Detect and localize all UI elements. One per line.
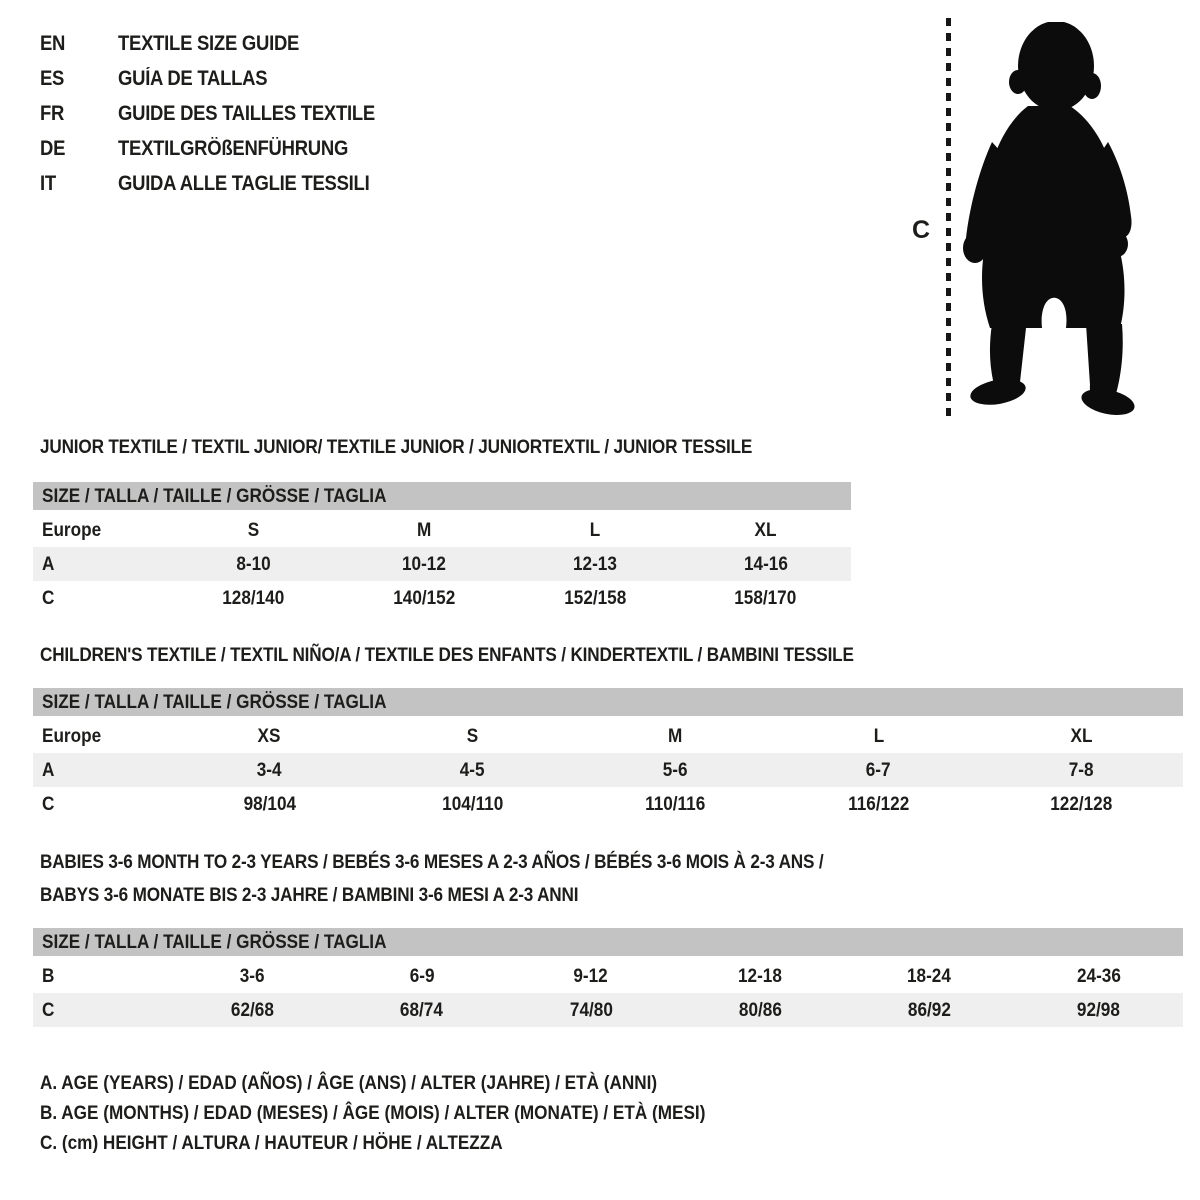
table-cell-text: 3-6 [240, 964, 265, 987]
size-header-band-text: SIZE / TALLA / TAILLE / GRÖSSE / TAGLIA [42, 484, 387, 507]
table-cell [168, 759, 371, 782]
table-row [33, 787, 1183, 821]
table-row [33, 547, 851, 581]
height-dashed-line [946, 18, 951, 416]
lang-title: GUIDA ALLE TAGLIE TESSILI [118, 171, 370, 195]
table-cell-text: 68/74 [400, 998, 444, 1021]
table-cell [680, 587, 851, 610]
lang-code: DE [40, 136, 66, 160]
size-header-band [33, 482, 851, 510]
table-cell-text: 5-6 [663, 758, 688, 781]
table-cell [510, 553, 681, 576]
lang-code: FR [40, 101, 65, 125]
table-cell-text: 8-10 [236, 552, 271, 575]
table-cell [777, 725, 980, 748]
table-row [33, 581, 851, 615]
row-label [33, 725, 168, 748]
table-cell [339, 553, 510, 576]
junior-size-table [33, 482, 851, 615]
children-size-table [33, 688, 1183, 821]
table-cell [337, 999, 506, 1022]
table-cell [339, 519, 510, 542]
table-cell [339, 587, 510, 610]
table-cell-text: L [589, 518, 601, 541]
row-label-text: C [42, 586, 55, 609]
table-cell [168, 519, 339, 542]
table-cell-text: L [873, 724, 884, 747]
row-label-text: C [42, 998, 55, 1021]
height-measure-label: C [912, 216, 931, 244]
table-cell-text: 104/110 [441, 792, 504, 815]
table-cell [337, 965, 506, 988]
row-label [33, 965, 168, 988]
legend [40, 1072, 796, 1162]
legend-line-b: B. AGE (MONTHS) / EDAD (MESES) / ÂGE (MOIS) / ALTER (MONATE) / ETÀ (MESI) [40, 1102, 706, 1124]
table-row [33, 513, 851, 547]
table-cell-text: S [247, 518, 260, 541]
table-cell [510, 587, 681, 610]
lang-row-es [40, 61, 410, 96]
table-cell [168, 793, 371, 816]
babies-section-title-line2: BABYS 3-6 MONATE BIS 2-3 JAHRE / BAMBINI 3-6 MESI A 2-3 ANNI [40, 884, 579, 906]
table-cell-text: 6-9 [409, 964, 435, 987]
table-cell [980, 725, 1183, 748]
row-label [33, 553, 168, 576]
row-label-text: Europe [42, 518, 102, 541]
toddler-silhouette-icon [956, 22, 1142, 420]
table-cell-text: 80/86 [738, 998, 782, 1021]
table-cell-text: 18-24 [907, 964, 952, 987]
row-label-text: A [42, 552, 55, 575]
table-cell-text: 128/140 [222, 586, 285, 609]
row-label-text: B [42, 964, 55, 987]
lang-code: ES [40, 66, 65, 90]
table-cell-text: 9-12 [573, 964, 609, 987]
table-cell-text: 4-5 [460, 758, 485, 781]
table-cell-text: 74/80 [569, 998, 613, 1021]
table-cell [1014, 999, 1183, 1022]
table-cell [168, 587, 339, 610]
table-cell [676, 999, 845, 1022]
row-label-text: Europe [42, 724, 102, 747]
table-cell [574, 759, 777, 782]
legend-line-a: A. AGE (YEARS) / EDAD (AÑOS) / ÂGE (ANS) / ALTER (JAHRE) / ETÀ (ANNI) [40, 1072, 658, 1094]
table-row [33, 719, 1183, 753]
junior-section-title: JUNIOR TEXTILE / TEXTIL JUNIOR/ TEXTILE JUNIOR / JUNIORTEXTIL / JUNIOR TESSILE [40, 436, 753, 458]
table-cell [371, 759, 574, 782]
table-cell-text: 110/116 [645, 792, 706, 815]
table-cell [777, 759, 980, 782]
table-cell [168, 999, 337, 1022]
lang-title: GUIDE DES TAILLES TEXTILE [118, 101, 375, 125]
table-cell [680, 519, 851, 542]
table-cell [845, 965, 1014, 988]
table-cell [168, 725, 371, 748]
lang-title: GUÍA DE TALLAS [118, 66, 268, 90]
table-cell [510, 519, 681, 542]
lang-row-de [40, 131, 410, 166]
table-cell [506, 999, 675, 1022]
table-cell-text: S [466, 724, 479, 747]
legend-line-c: C. (cm) HEIGHT / ALTURA / HAUTEUR / HÖHE / ALTEZZA [40, 1132, 503, 1154]
row-label-text: A [42, 758, 55, 781]
table-cell [168, 553, 339, 576]
children-section-title: CHILDREN'S TEXTILE / TEXTIL NIÑO/A / TEXTILE DES ENFANTS / KINDERTEXTIL / BAMBINI TESSILE [40, 644, 854, 666]
table-cell-text: 12-18 [738, 964, 783, 987]
table-cell-text: 92/98 [1076, 998, 1120, 1021]
table-cell [1014, 965, 1183, 988]
table-cell-text: 7-8 [1069, 758, 1094, 781]
table-cell-text: M [668, 724, 683, 747]
table-cell [980, 759, 1183, 782]
table-cell [574, 725, 777, 748]
lang-row-fr [40, 96, 410, 131]
language-header [40, 26, 410, 201]
table-cell-text: 6-7 [866, 758, 891, 781]
table-cell-text: 116/122 [847, 792, 910, 815]
table-cell-text: 24-36 [1076, 964, 1121, 987]
lang-code: EN [40, 31, 66, 55]
table-cell-text: 152/158 [563, 586, 626, 609]
row-label-text: C [42, 792, 55, 815]
table-cell-text: 12-13 [572, 552, 617, 575]
table-cell-text: 122/128 [1050, 792, 1113, 815]
table-cell-text: XS [258, 724, 281, 747]
table-cell [676, 965, 845, 988]
table-row [33, 959, 1183, 993]
table-cell-text: 14-16 [743, 552, 788, 575]
table-cell [371, 793, 574, 816]
table-cell [371, 725, 574, 748]
table-cell-text: 98/104 [243, 792, 296, 815]
table-cell-text: 62/68 [231, 998, 275, 1021]
row-label [33, 793, 168, 816]
table-cell [845, 999, 1014, 1022]
table-cell-text: XL [754, 518, 777, 541]
babies-size-table [33, 928, 1183, 1027]
table-cell [574, 793, 777, 816]
table-cell-text: 86/92 [907, 998, 951, 1021]
table-cell-text: 10-12 [402, 552, 447, 575]
table-cell-text: XL [1070, 724, 1093, 747]
row-label [33, 759, 168, 782]
row-label [33, 519, 168, 542]
table-row [33, 753, 1183, 787]
size-header-band-text: SIZE / TALLA / TAILLE / GRÖSSE / TAGLIA [42, 690, 387, 713]
babies-section-title-line1: BABIES 3-6 MONTH TO 2-3 YEARS / BEBÉS 3-6 MESES A 2-3 AÑOS / BÉBÉS 3-6 MOIS À 2-3 ANS / [40, 851, 824, 873]
lang-row-en [40, 26, 410, 61]
table-row [33, 993, 1183, 1027]
table-cell [777, 793, 980, 816]
lang-title: TEXTILGRÖßENFÜHRUNG [118, 136, 349, 160]
lang-row-it [40, 166, 410, 201]
size-header-band-text: SIZE / TALLA / TAILLE / GRÖSSE / TAGLIA [42, 930, 387, 953]
size-header-band [33, 688, 1183, 716]
table-cell [980, 793, 1183, 816]
table-cell-text: 3-4 [257, 758, 282, 781]
lang-title: TEXTILE SIZE GUIDE [118, 31, 300, 55]
row-label [33, 999, 168, 1022]
row-label [33, 587, 168, 610]
table-cell [680, 553, 851, 576]
table-cell [168, 965, 337, 988]
size-header-band [33, 928, 1183, 956]
table-cell [506, 965, 675, 988]
table-cell-text: M [416, 518, 432, 541]
table-cell-text: 140/152 [393, 586, 456, 609]
table-cell-text: 158/170 [734, 586, 797, 609]
lang-code: IT [40, 171, 56, 195]
